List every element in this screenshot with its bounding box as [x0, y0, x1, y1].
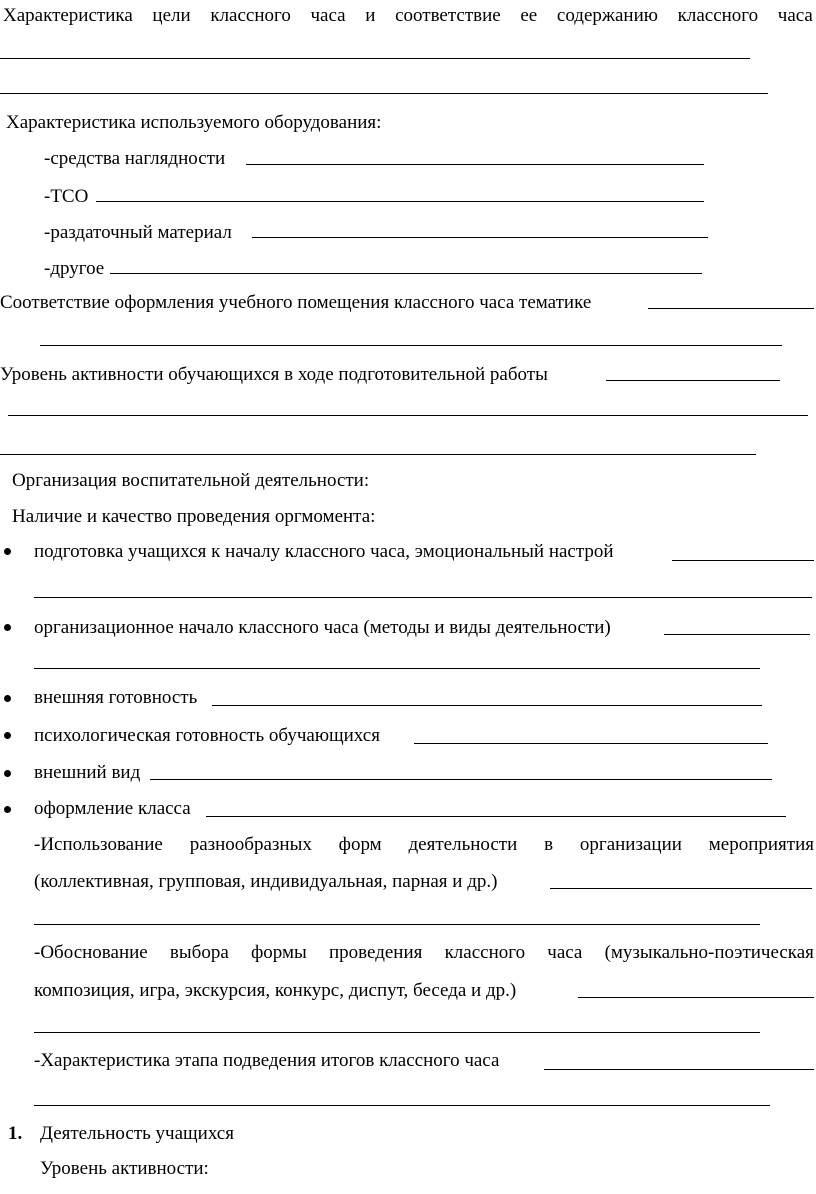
- word: ее: [520, 5, 538, 26]
- bullet-decor-label: оформление класса: [34, 798, 191, 819]
- answer-line[interactable]: [40, 345, 782, 346]
- answer-line[interactable]: [252, 237, 708, 238]
- answer-line[interactable]: [648, 308, 814, 309]
- activity-level-label: Уровень активности:: [40, 1158, 209, 1179]
- choice-continuation: композиция, игра, экскурсия, конкурс, диспут, беседа и др.): [34, 980, 517, 1001]
- answer-line[interactable]: [0, 93, 768, 94]
- answer-line[interactable]: [606, 380, 780, 381]
- summary-label: -Характеристика этапа подведения итогов классного часа: [34, 1050, 500, 1071]
- word: формы: [250, 942, 307, 963]
- bullet-icon: [4, 770, 11, 777]
- word: в: [544, 834, 554, 855]
- forms-line: [34, 834, 814, 856]
- bullet-external-label: внешняя готовность: [34, 687, 198, 708]
- prep-activity-label: Уровень активности обучающихся в ходе подготовительной работы: [0, 364, 548, 385]
- word: организации: [579, 834, 682, 855]
- answer-line[interactable]: [34, 1105, 770, 1106]
- bullet-icon: [4, 624, 11, 631]
- other-label: -другое: [44, 258, 105, 279]
- answer-line[interactable]: [34, 1032, 760, 1033]
- answer-line[interactable]: [0, 58, 750, 59]
- word: -Использование: [34, 834, 163, 855]
- answer-line[interactable]: [212, 705, 762, 706]
- bullet-icon: [4, 548, 11, 555]
- answer-line[interactable]: [672, 560, 814, 561]
- bullet-appearance-label: внешний вид: [34, 762, 141, 783]
- answer-line[interactable]: [206, 816, 786, 817]
- forms-continuation: (коллективная, групповая, индивидуальная, парная и др.): [34, 871, 498, 892]
- word: Характеристика: [3, 5, 133, 26]
- bullet-start-label: организационное начало классного часа (методы и виды деятельности): [34, 617, 611, 638]
- section-number: 1.: [8, 1123, 23, 1144]
- section-title: Деятельность учащихся: [40, 1123, 234, 1144]
- answer-line[interactable]: [34, 668, 760, 669]
- answer-line[interactable]: [96, 201, 704, 202]
- word: форм: [338, 834, 382, 855]
- word: мероприятия: [708, 834, 814, 855]
- word: классного: [677, 5, 759, 26]
- word: деятельности: [408, 834, 518, 855]
- word: цели: [152, 5, 191, 26]
- answer-line[interactable]: [8, 415, 808, 416]
- bullet-icon: [4, 806, 11, 813]
- word: часа: [547, 942, 583, 963]
- word: проведения: [328, 942, 423, 963]
- room-design-label: Соответствие оформления учебного помещения классного часа тематике: [0, 292, 592, 313]
- word: классного: [210, 5, 291, 26]
- answer-line[interactable]: [544, 1069, 814, 1070]
- word: (музыкально-поэтическая: [604, 942, 814, 963]
- word: разнообразных: [189, 834, 312, 855]
- handout-label: -раздаточный материал: [44, 222, 232, 243]
- word: и: [365, 5, 376, 26]
- word: соответствие: [395, 5, 501, 26]
- choice-line: [34, 942, 814, 964]
- equipment-heading: Характеристика используемого оборудования:: [6, 112, 382, 133]
- answer-line[interactable]: [34, 924, 760, 925]
- tso-label: -ТСО: [44, 186, 89, 207]
- answer-line[interactable]: [34, 597, 812, 598]
- word: часа: [310, 5, 346, 26]
- word: содержанию: [556, 5, 658, 26]
- visual-aids-label: -средства наглядности: [44, 148, 226, 169]
- word: часа: [777, 5, 813, 26]
- purpose-line: [3, 5, 813, 27]
- answer-line[interactable]: [246, 164, 704, 165]
- org-heading: Организация воспитательной деятельности:: [12, 470, 370, 491]
- word: выбора: [169, 942, 229, 963]
- answer-line[interactable]: [414, 743, 768, 744]
- answer-line[interactable]: [110, 273, 702, 274]
- bullet-icon: [4, 732, 11, 739]
- answer-line[interactable]: [0, 454, 756, 455]
- answer-line[interactable]: [578, 997, 814, 998]
- word: классного: [444, 942, 526, 963]
- answer-line[interactable]: [150, 779, 772, 780]
- bullet-prep-label: подготовка учащихся к началу классного часа, эмоциональный настрой: [34, 541, 614, 562]
- word: -Обоснование: [34, 942, 148, 963]
- orgmoment-label: Наличие и качество проведения оргмомента:: [12, 506, 376, 527]
- answer-line[interactable]: [664, 634, 810, 635]
- bullet-psych-label: психологическая готовность обучающихся: [34, 725, 380, 746]
- answer-line[interactable]: [550, 888, 812, 889]
- bullet-icon: [4, 695, 11, 702]
